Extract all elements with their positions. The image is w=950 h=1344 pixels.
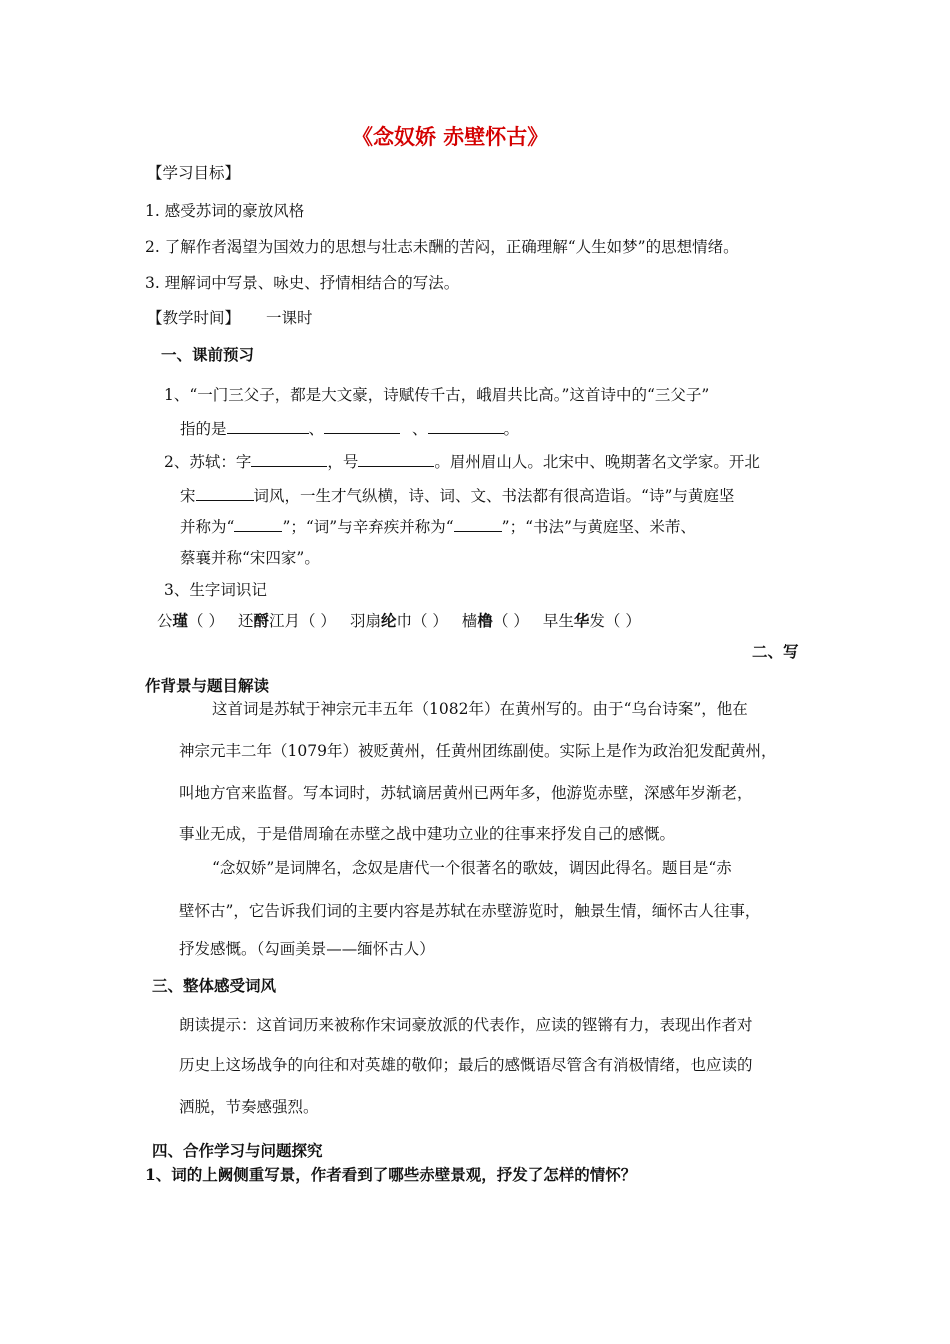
preview-q2-line2 [180, 485, 734, 506]
cooperate-heading: 四、合作学习与问题探究 [152, 1141, 323, 1160]
preview-q3: 3、生字词识记 [164, 581, 267, 599]
blank-zi[interactable] [251, 451, 327, 467]
q2-text: ”；“词”与辛弃疾并称为“ [282, 518, 454, 536]
preview-q1-line1: 1、“一门三父子，都是大文豪，诗赋传千古，峨眉共比高。”这首诗中的“三父子” [164, 386, 710, 404]
title-paragraph: 抒发感慨。（勾画美景——缅怀古人） [179, 940, 435, 958]
reading-tip: 朗读提示：这首词历来被称作宋词豪放派的代表作，应读的铿锵有力，表现出作者对 [179, 1016, 753, 1034]
blank-shi-pair[interactable] [234, 516, 282, 532]
q2-text: 2、苏轼：字 [164, 453, 252, 471]
vocab-row [157, 611, 641, 631]
title-paragraph: 壁怀古”，它告诉我们词的主要内容是苏轼在赤壁游览时，触景生情，缅怀古人往事， [179, 902, 761, 920]
vocab-item: 羽扇纶巾（ ） [349, 611, 448, 630]
objectives-heading: 【学习目标】 [147, 164, 241, 182]
q2-text: 宋 [180, 487, 196, 505]
q2-text: 并称为“ [180, 518, 235, 536]
preview-q2-line1 [164, 451, 760, 472]
q2-text: ，号 [327, 453, 359, 471]
q1-sep: 、 [412, 420, 428, 438]
q2-text: 。眉州眉山人。北宋中、晚期著名文学家。开北 [434, 453, 760, 471]
reading-tip: 洒脱，节奏感强烈。 [179, 1098, 319, 1116]
teaching-time-value: 一课时 [266, 309, 313, 327]
background-heading-cont: 作背景与题目解读 [145, 676, 270, 695]
vocab-item: 公瑾（ ） [157, 611, 224, 630]
background-paragraph: 叫地方官来监督。写本词时，苏轼谪居黄州已两年多，他游览赤壁，深感年岁渐老， [179, 784, 753, 802]
preview-q1-line2 [180, 418, 519, 439]
blank-father-1[interactable] [227, 418, 309, 434]
vocab-item: 樯橹（ ） [461, 611, 529, 630]
preview-heading: 一、课前预习 [161, 345, 255, 364]
background-paragraph: 神宗元丰二年（1079年）被贬黄州，任黄州团练副使。实际上是作为政治犯发配黄州， [179, 742, 777, 760]
blank-ci-feng[interactable] [196, 485, 254, 501]
title-paragraph: “念奴娇”是词牌名，念奴是唐代一个很著名的歌妓，调因此得名。题目是“赤 [212, 859, 732, 877]
reading-tip: 历史上这场战争的向往和对英雄的敬仰；最后的感慨语尽管含有消极情绪，也应读的 [179, 1056, 753, 1074]
teaching-time [147, 308, 313, 328]
page-title: 《念奴娇 赤壁怀古》 [352, 124, 549, 149]
q2-text: 词风，一生才气纵横，诗、词、文、书法都有很高造诣。“诗”与黄庭坚 [253, 487, 735, 505]
background-heading: 二、写 [752, 642, 799, 661]
vocab-item: 还酹江月（ ） [237, 611, 336, 630]
cooperate-question: 1、词的上阙侧重写景，作者看到了哪些赤壁景观，抒发了怎样的情怀？ [145, 1165, 637, 1184]
objective-item: 3. 理解词中写景、咏史、抒情相结合的写法。 [145, 274, 460, 292]
vocab-item: 早生华发（ ） [542, 611, 641, 630]
preview-q2-line4: 蔡襄并称“宋四家”。 [180, 549, 320, 567]
blank-ci-pair[interactable] [454, 516, 502, 532]
objective-item: 1. 感受苏词的豪放风格 [145, 202, 305, 220]
q2-text: ”；“书法”与黄庭坚、米芾、 [501, 518, 696, 536]
blank-father-2[interactable] [324, 418, 400, 434]
blank-hao[interactable] [358, 451, 434, 467]
q1-sep: 、 [308, 420, 325, 438]
preview-q2-line3 [180, 516, 696, 537]
q1-end: 。 [503, 420, 520, 438]
blank-father-3[interactable] [428, 418, 504, 434]
background-paragraph: 事业无成，于是借周瑜在赤壁之战中建功立业的往事来抒发自己的感慨。 [179, 825, 676, 843]
overall-heading: 三、整体感受词风 [152, 976, 277, 995]
q1-prompt: 指的是 [180, 420, 227, 438]
background-paragraph: 这首词是苏轼于神宗元丰五年（1082年）在黄州写的。由于“乌台诗案”，他在 [212, 700, 748, 718]
teaching-time-label: 【教学时间】 [147, 309, 241, 327]
objective-item: 2. 了解作者渴望为国效力的思想与壮志未酬的苦闷，正确理解“人生如梦”的思想情绪。 [145, 238, 739, 256]
